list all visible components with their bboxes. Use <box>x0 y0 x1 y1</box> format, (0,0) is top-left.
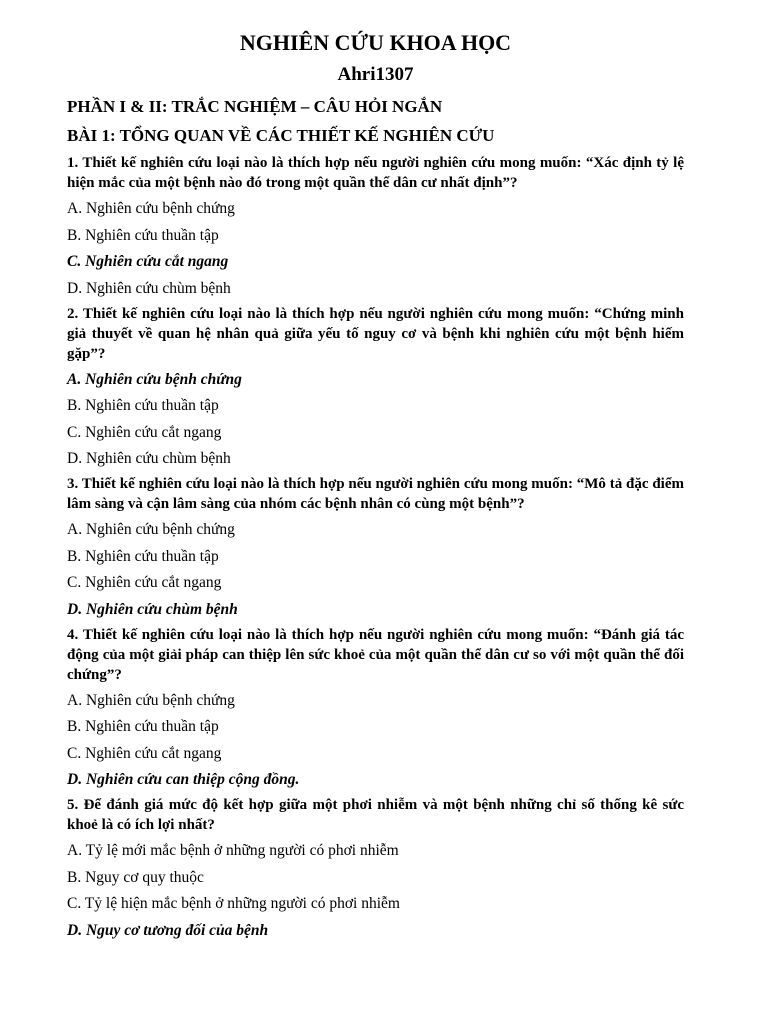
answer-option-correct: D. Nguy cơ tương đối của bệnh <box>67 921 269 939</box>
answer-options <box>67 520 684 620</box>
answer-option: B. Nghiên cứu thuần tập <box>67 718 219 735</box>
question-text: 5. Để đánh giá mức độ kết hợp giữa một phơi nhiễm và một bệnh những chỉ số thống kê sức khoẻ là có ích lợi nhất? <box>67 797 684 833</box>
answer-option: A. Nghiên cứu bệnh chứng <box>67 521 235 538</box>
answer-option: A. Tỷ lệ mới mắc bệnh ở những người có phơi nhiễm <box>67 842 399 859</box>
question-1 <box>67 153 684 299</box>
answer-option-correct: C. Nghiên cứu cắt ngang <box>67 253 229 270</box>
answer-option: A. Nghiên cứu bệnh chứng <box>67 691 235 709</box>
question-list <box>67 153 684 941</box>
answer-options <box>67 370 684 470</box>
answer-option: B. Nghiên cứu thuần tập <box>67 547 219 565</box>
answer-option-correct: D. Nghiên cứu can thiệp cộng đồng. <box>67 771 300 788</box>
answer-options <box>67 841 684 941</box>
lesson-heading: BÀI 1: TỔNG QUAN VỀ CÁC THIẾT KẾ NGHIÊN CỨU <box>67 126 495 145</box>
answer-option: C. Nghiên cứu cắt ngang <box>67 744 222 762</box>
question-2 <box>67 304 684 470</box>
answer-option: A. Nghiên cứu bệnh chứng <box>67 200 235 217</box>
answer-option-correct: A. Nghiên cứu bệnh chứng <box>67 370 242 388</box>
answer-option: C. Nghiên cứu cắt ngang <box>67 423 222 441</box>
answer-option: C. Tỷ lệ hiện mắc bệnh ở những người có phơi nhiễm <box>67 895 400 912</box>
question-5 <box>67 795 684 941</box>
answer-option: B. Nguy cơ quy thuộc <box>67 868 204 886</box>
answer-options <box>67 199 684 299</box>
document-author: Ahri1307 <box>337 64 414 85</box>
question-text: 2. Thiết kế nghiên cứu loại nào là thích hợp nếu người nghiên cứu mong muốn: “Chứng minh giả thuyết về quan hệ nhân quả giữa yếu tố nguy cơ và bệnh khi nghiên cứu một bệnh hiếm gặp”? <box>67 305 684 362</box>
part-heading: PHẦN I & II: TRẮC NGHIỆM – CÂU HỎI NGẮN <box>67 97 443 116</box>
answer-option: B. Nghiên cứu thuần tập <box>67 397 219 414</box>
answer-option: B. Nghiên cứu thuần tập <box>67 226 219 244</box>
question-3 <box>67 474 684 620</box>
question-text: 1. Thiết kế nghiên cứu loại nào là thích hợp nếu người nghiên cứu mong muốn: “Xác định tỷ lệ hiện mắc của một bệnh nào đó trong một quần thể dân cư nhất định”? <box>67 155 684 191</box>
answer-option: D. Nghiên cứu chùm bệnh <box>67 279 231 297</box>
answer-option: C. Nghiên cứu cắt ngang <box>67 574 222 591</box>
question-text: 3. Thiết kế nghiên cứu loại nào là thích hợp nếu người nghiên cứu mong muốn: “Mô tả đặc điểm lâm sàng và cận lâm sàng của nhóm các bệnh nhân có cùng một bệnh”? <box>67 476 684 512</box>
answer-option: D. Nghiên cứu chùm bệnh <box>67 450 231 467</box>
document-title: NGHIÊN CỨU KHOA HỌC <box>239 30 512 55</box>
answer-options <box>67 691 684 791</box>
question-4 <box>67 625 684 791</box>
answer-option-correct: D. Nghiên cứu chùm bệnh <box>67 600 238 618</box>
question-text: 4. Thiết kế nghiên cứu loại nào là thích hợp nếu người nghiên cứu mong muốn: “Đánh giá tác động của một giải pháp can thiệp lên sức khoẻ của một quần thể dân cư so với một quần thể đối chứng”? <box>67 626 684 683</box>
